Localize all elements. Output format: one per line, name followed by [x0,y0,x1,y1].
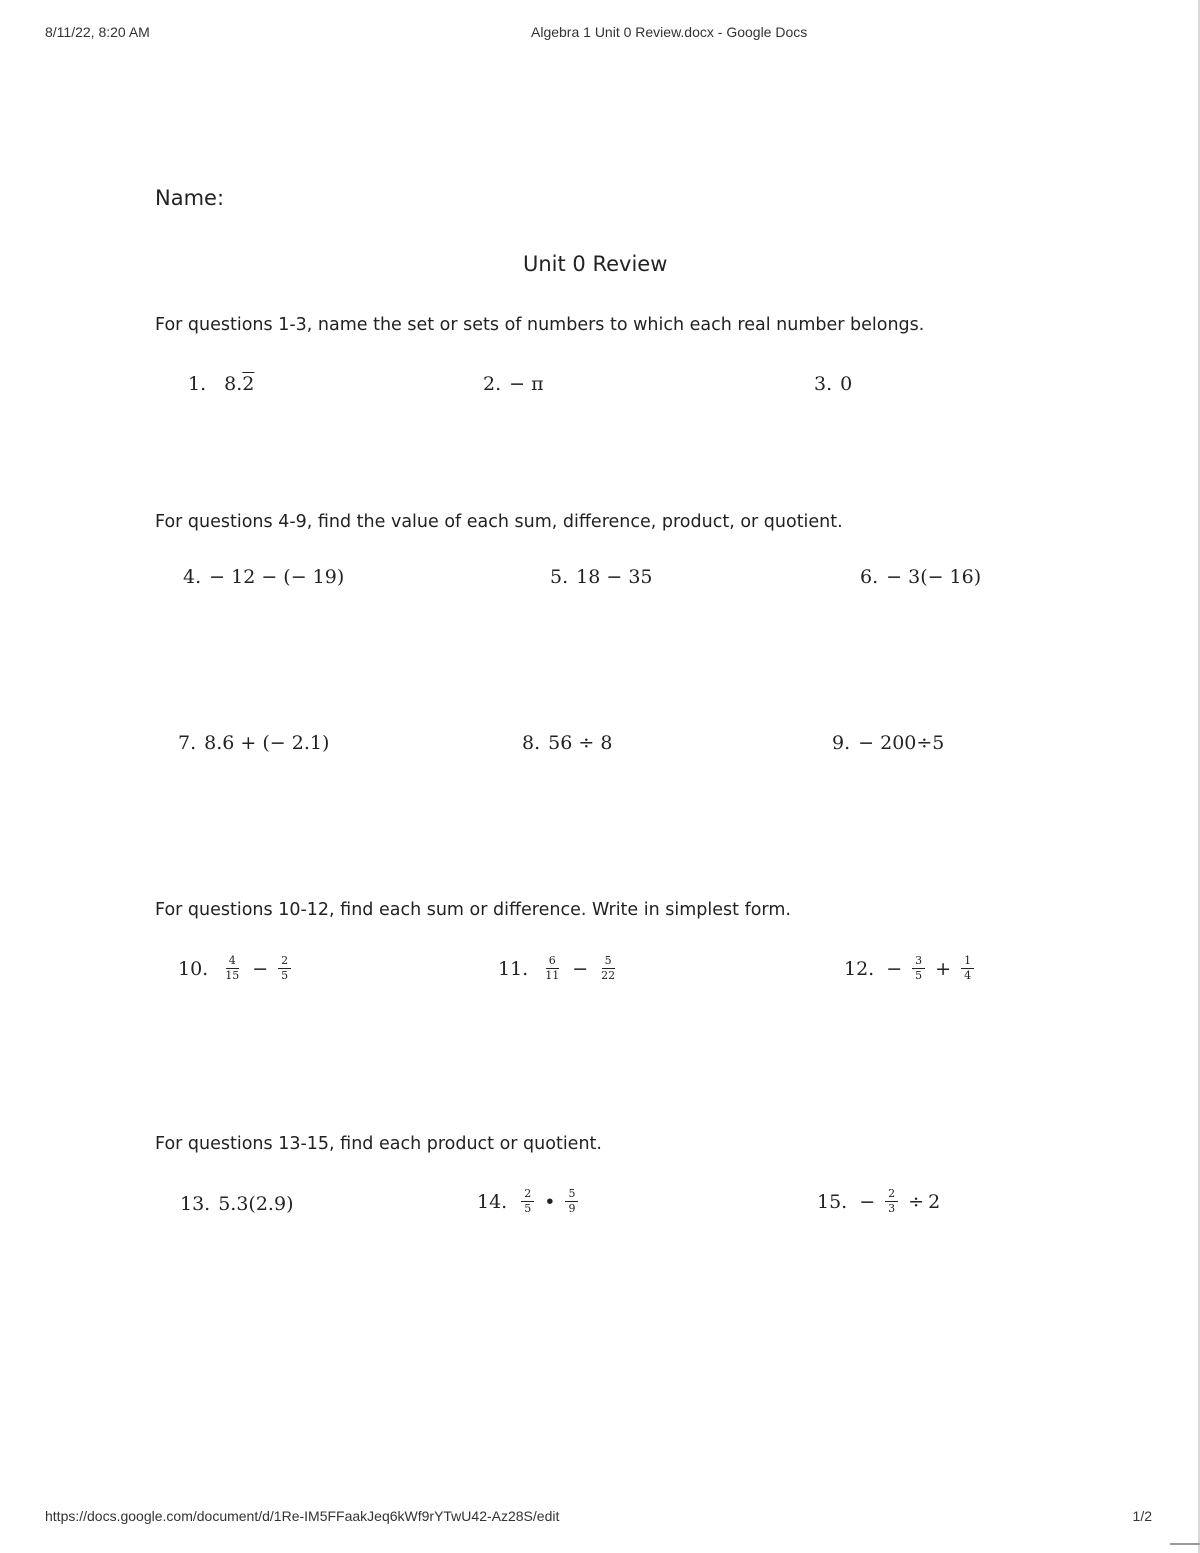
problem-expression: 5.3(2.9) [218,1193,294,1215]
fraction: $\frac{5}{9}$ [565,1188,578,1215]
problem-number: 14. [477,1190,508,1213]
name-label: Name: [155,186,225,210]
problem-2 [483,373,544,395]
operator: • [544,1190,556,1213]
problem-expression: − π [509,373,544,395]
problem-expression: 56 ÷ 8 [548,732,613,754]
problem-number: 6. [860,566,879,588]
problem-7 [178,732,329,754]
print-datetime: 8/11/22, 8:20 AM [45,24,150,40]
problem-number: 11. [498,957,529,980]
print-page-number: 1/2 [1132,1508,1152,1524]
fraction: $\frac{5}{22}$ [601,954,616,982]
problem-number: 12. [844,957,875,980]
problem-expression: − 12 − (− 19) [209,566,345,588]
problem-expression: 8. [224,373,243,395]
problem-number: 3. [814,373,833,395]
instruction-1-3: For questions 1-3, name the set or sets of numbers to which each real number belongs. [155,315,925,335]
operator: − [572,957,589,980]
problem-expression: 2 [928,1190,941,1213]
problem-1 [188,373,254,395]
problem-8 [522,732,612,754]
sign: − [859,1190,876,1213]
operator: ÷ [908,1190,925,1213]
problem-13 [180,1193,293,1215]
print-doc-title: Algebra 1 Unit 0 Review.docx - Google Docs [531,24,808,40]
fraction: $\frac{4}{15}$ [225,954,240,982]
fraction: $\frac{2}{3}$ [885,1188,898,1215]
problem-15 [817,1188,940,1215]
fraction: $\frac{3}{5}$ [912,955,925,982]
problem-number: 7. [178,732,197,754]
problem-11 [498,955,624,982]
problem-number: 4. [183,566,202,588]
problem-14 [477,1188,584,1215]
problem-number: 1. [188,373,207,395]
print-url: https://docs.google.com/document/d/1Re-IM5FFaakJeq6kWf9rYTwU42-Az28S/edit [45,1508,560,1524]
instruction-13-15: For questions 13-15, find each product or quotient. [155,1134,602,1154]
problem-5 [550,566,653,588]
problem-number: 9. [832,732,851,754]
problem-12 [844,955,980,982]
fraction: $\frac{2}{5}$ [521,1188,534,1215]
problem-9 [832,732,944,754]
problem-expression: 0 [840,373,853,395]
problem-3 [814,373,852,395]
problem-number: 2. [483,373,502,395]
problem-expression: 18 − 35 [576,566,653,588]
operator: − [252,957,269,980]
problem-6 [860,566,981,588]
problem-number: 10. [178,957,209,980]
problem-4 [183,566,344,588]
scan-mark [1170,1543,1200,1545]
problem-number: 8. [522,732,541,754]
fraction: $\frac{2}{5}$ [278,955,291,982]
fraction: $\frac{6}{11}$ [545,954,560,982]
operator: + [935,957,952,980]
worksheet-title: Unit 0 Review [523,252,668,276]
problem-10 [178,955,297,982]
problem-number: 5. [550,566,569,588]
problem-expression: − 3(− 16) [886,566,982,588]
problem-expression: 8.6 + (− 2.1) [204,732,330,754]
problem-number: 13. [180,1193,211,1215]
repeating-digit: 2 [242,373,255,395]
fraction: $\frac{1}{4}$ [961,955,974,982]
instruction-4-9: For questions 4-9, find the value of each sum, difference, product, or quotient. [155,512,843,532]
instruction-10-12: For questions 10-12, find each sum or difference. Write in simplest form. [155,900,791,920]
problem-number: 15. [817,1190,848,1213]
problem-expression: − 200÷5 [858,732,945,754]
sign: − [886,957,903,980]
